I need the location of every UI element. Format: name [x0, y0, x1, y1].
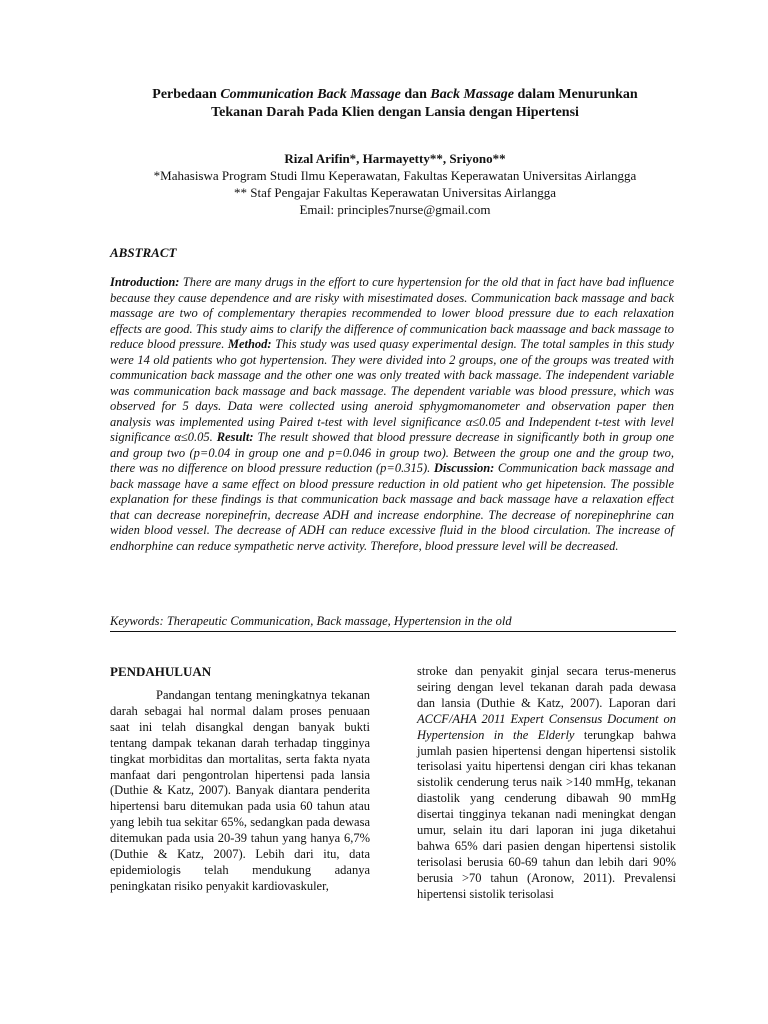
title-text: dalam Menurunkan — [514, 87, 638, 102]
title-line-1 — [100, 86, 690, 104]
body-text: terungkap bahwa jumlah pasien hipertensi dengan hipertensi sistolik terisolasi yaitu hipertensi dengan ciri khas tekanan sistolik cenderung terus naik >140 mmHg, tekanan diastolik yang cenderung dibawah 90 mmHg disertai tingginya tekanan nadi meningkat dengan umur, selain itu dari laporan ini juga diketahui bahwa 65% dari pasien dengan hipertensi sistolik terisolasi berusia 60-69 tahun dan lebih dari 90% berusia >70 tahun (Aronow, 2011). Prevalensi hipertensi sistolik terisolasi — [417, 727, 676, 901]
abstract-body — [110, 275, 674, 554]
author-list: Rizal Arifin*, Harmayetty**, Sriyono** — [284, 151, 506, 166]
contact-email: Email: principles7nurse@gmail.com — [299, 202, 491, 217]
title-line-2: Tekanan Darah Pada Klien dengan Lansia dengan Hipertensi — [211, 105, 579, 120]
method-text: This study was used quasy experimental design. The total samples in this study were 14 old patients who got hypertension. They were divided into 2 groups, one of the groups was treated with communication back massage and the other one was only treated with back massage. The independent variable was communication back massage and back massage. The dependent variable was blood pressure, which was observed for 5 days. Data were collected using aneroid sphygmomanometer and observation paper then analysis was implemented using Paired t-test with level significance α≤0.05 and Independent t-test with level significance α≤0.05. — [110, 337, 674, 444]
title-text: dan — [400, 87, 431, 102]
affiliation-staff: ** Staf Pengajar Fakultas Keperawatan Universitas Airlangga — [233, 185, 557, 200]
title-emphasis: Communication Back Massage — [220, 87, 401, 102]
abstract-heading: ABSTRACT — [110, 245, 177, 260]
introduction-text: There are many drugs in the effort to cure hypertension for the old that in fact have bad influence because they cause dependence and are risky with misestimated doses. Communication back massage and back massage are two of complementary therapies recommended to lower blood pressure due to each relaxation effects are good. This study aims to clarify the difference of communication back maassage and back massage to reduce blood pressure. — [110, 275, 674, 351]
title-emphasis: Back Massage — [430, 87, 515, 102]
section-heading: PENDAHULUAN — [110, 664, 212, 679]
method-label: Method: — [227, 337, 272, 351]
introduction-label: Introduction: — [110, 275, 180, 289]
section-divider — [110, 631, 676, 632]
body-column-left: Pandangan tentang meningkatnya tekanan darah sebagai hal normal dalam proses penuaan saat ini telah disangkal dengan banyak bukti tentang dampak tekanan darah terhadap tingginya tingkat morbiditas dan mortalitas, serta fakta nyata manfaat dari pengontrolan hipertensi pada lansia (Duthie & Katz, 2007). Banyak diantara penderita hipertensi baru ditemukan pada usia 60 tahun atau yang lebih tua sekitar 65%, sedangkan pada dewasa ditemukan pada usia 20-39 tahun yang hanya 6,7% (Duthie & Katz, 2007). Lebih dari itu, data epidemiologis telah mendukung adanya peningkatan risiko penyakit kardiovaskuler, — [110, 688, 370, 893]
affiliations — [100, 167, 690, 218]
keywords-line: Keywords: Therapeutic Communication, Back massage, Hypertension in the old — [110, 614, 512, 628]
discussion-label: Discussion: — [433, 461, 495, 475]
affiliation-student: *Mahasiswa Program Studi Ilmu Keperawatan, Fakultas Keperawatan Universitas Airlangga — [153, 168, 637, 183]
report-title: ACCF/AHA 2011 Expert Consensus Document on Hypertension in the Elderly — [417, 711, 676, 742]
discussion-text: Communication back massage and back massage have a same effect on blood pressure reduction in old patient who get hipetension. The possible explanation for these findings is that communication back massage and back massage have a relaxation effect that can decrease norepinefrin, decrease ADH and increase endorphine. The decrease of norepinephrine can widen blood vessel. The decrease of ADH can reduce excessive fluid in the blood circulation. The increase of endhorphine can reduce sympathetic nerve activity. Therefore, blood pressure level will be decreased. — [110, 461, 674, 553]
paper-title — [100, 86, 690, 122]
body-text: stroke dan penyakit ginjal secara terus-menerus seiring dengan level tekanan darah pada dewasa dan lansia (Duthie & Katz, 2007). Laporan dari — [417, 664, 676, 710]
title-text: Perbedaan — [152, 87, 221, 102]
result-text: The result showed that blood pressure decrease in significantly both in group one and group two (p=0.04 in group one and p=0.046 in group two). Between the group one and the group two, there was no difference on blood pressure reduction (p=0.315). — [110, 430, 674, 475]
result-label: Result: — [216, 430, 254, 444]
body-column-right — [417, 664, 676, 903]
